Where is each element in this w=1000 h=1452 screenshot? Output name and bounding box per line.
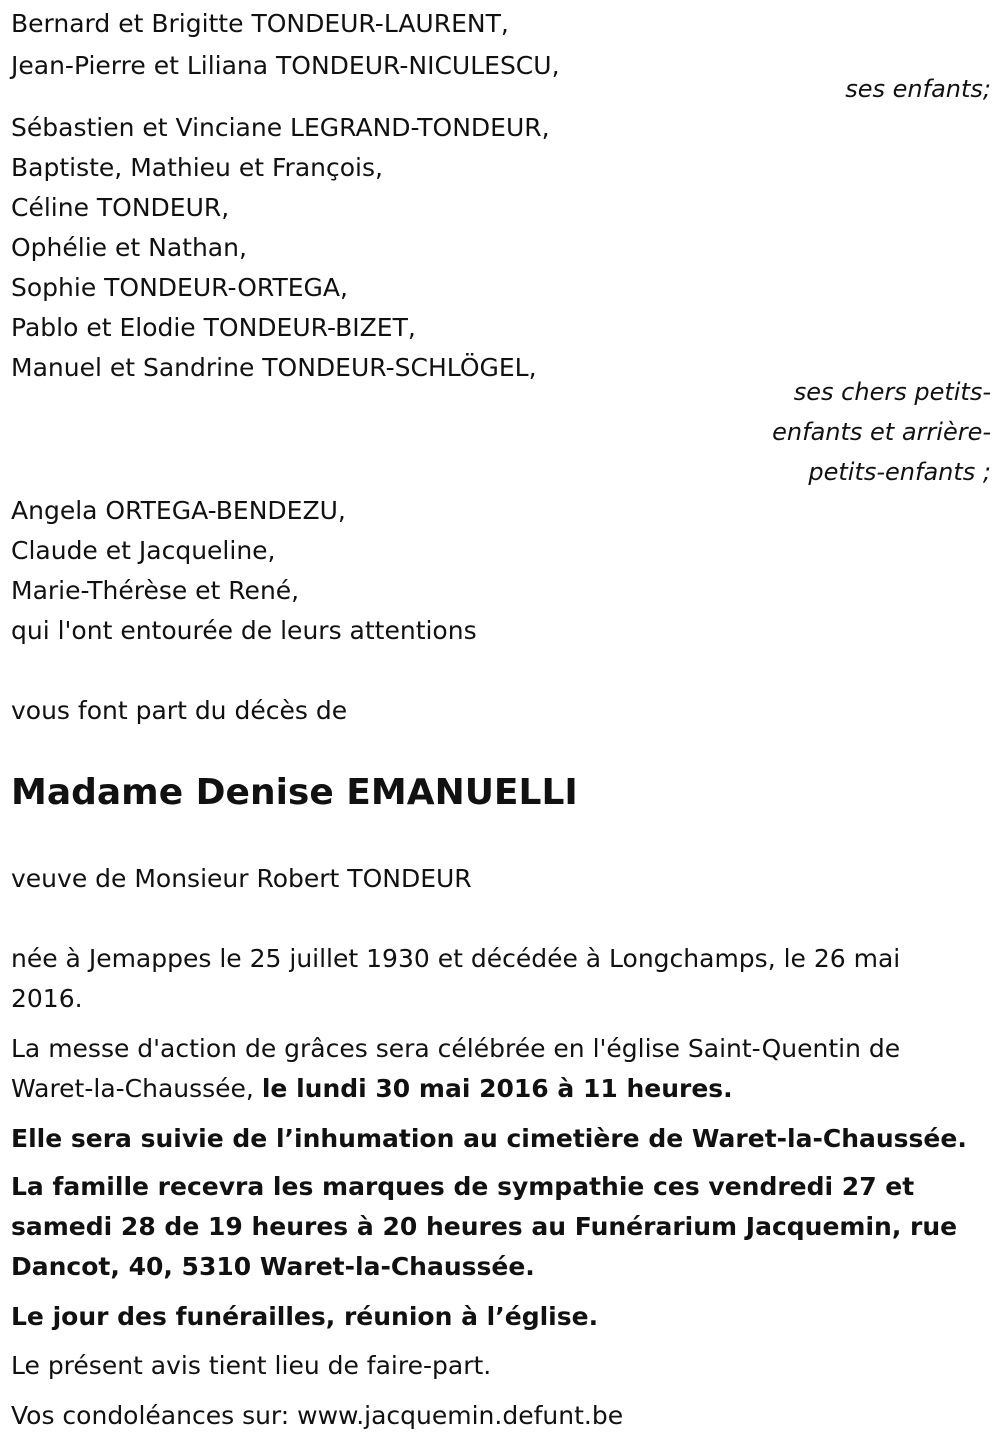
widow-of-text: veuve de Monsieur Robert TONDEUR: [11, 864, 472, 893]
visitation-line-3: Dancot, 40, 5310 Waret-la-Chaussée.: [11, 1252, 535, 1281]
announcement-text: vous font part du décès de: [11, 696, 348, 725]
grandchild-line-2: Baptiste, Mathieu et François,: [11, 153, 383, 182]
children-role-label: ses enfants;: [845, 75, 991, 103]
mass-datetime: le lundi 30 mai 2016 à 11 heures.: [261, 1074, 733, 1103]
visitation-line-1: La famille recevra les marques de sympathie ces vendredi 27 et: [11, 1172, 915, 1201]
notice-text: Le présent avis tient lieu de faire-part.: [11, 1351, 492, 1380]
child-line-1: Bernard et Brigitte TONDEUR-LAURENT,: [11, 9, 509, 38]
grandchildren-role-line-3: petits-enfants ;: [808, 458, 991, 486]
meeting-text: Le jour des funérailles, réunion à l’église.: [11, 1302, 599, 1331]
birth-death-line-2: 2016.: [11, 984, 83, 1013]
mass-line-2: [11, 1069, 733, 1109]
relative-line-2: Claude et Jacqueline,: [11, 536, 276, 565]
child-line-2: Jean-Pierre et Liliana TONDEUR-NICULESCU,: [11, 51, 560, 80]
grandchild-line-4: Ophélie et Nathan,: [11, 233, 247, 262]
relative-line-3: Marie-Thérèse et René,: [11, 576, 300, 605]
grandchild-line-6: Pablo et Elodie TONDEUR-BIZET,: [11, 313, 416, 342]
mass-line-1: La messe d'action de grâces sera célébrée en l'église Saint-Quentin de: [11, 1034, 901, 1063]
condolences-text: Vos condoléances sur: www.jacquemin.defunt.be: [11, 1401, 624, 1430]
grandchild-line-5: Sophie TONDEUR-ORTEGA,: [11, 273, 348, 302]
visitation-line-2: samedi 28 de 19 heures à 20 heures au Funérarium Jacquemin, rue: [11, 1212, 958, 1241]
grandchildren-role-line-2: enfants et arrière-: [772, 418, 991, 446]
mass-place: Waret-la-Chaussée,: [11, 1074, 262, 1103]
birth-death-line-1: née à Jemappes le 25 juillet 1930 et décédée à Longchamps, le 26 mai: [11, 944, 901, 973]
grandchild-line-7: Manuel et Sandrine TONDEUR-SCHLÖGEL,: [11, 353, 537, 382]
relative-line-4: qui l'ont entourée de leurs attentions: [11, 616, 477, 645]
grandchildren-role-line-1: ses chers petits-: [793, 378, 991, 406]
deceased-name: Madame Denise EMANUELLI: [11, 772, 578, 813]
burial-text: Elle sera suivie de l’inhumation au cimetière de Waret-la-Chaussée.: [11, 1124, 967, 1153]
grandchild-line-3: Céline TONDEUR,: [11, 193, 230, 222]
relative-line-1: Angela ORTEGA-BENDEZU,: [11, 496, 346, 525]
grandchild-line-1: Sébastien et Vinciane LEGRAND-TONDEUR,: [11, 113, 550, 142]
